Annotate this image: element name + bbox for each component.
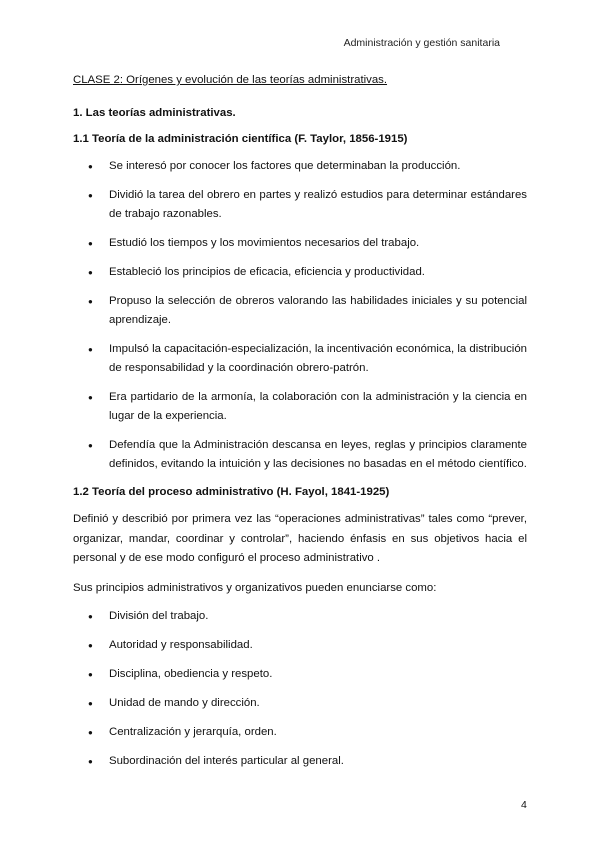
list-item: ● Disciplina, obediencia y respeto. [73,665,527,684]
list-item: ● Estableció los principios de eficacia, eficiencia y productividad. [73,263,527,282]
page-content [73,72,527,781]
page-number: 4 [521,799,527,811]
section-1-heading: 1. Las teorías administrativas. [73,107,236,119]
running-header: Administración y gestión sanitaria [343,37,500,49]
list-item: ● Se interesó por conocer los factores que determinaban la producción. [73,157,527,176]
list-item: ● Autoridad y responsabilidad. [73,636,527,655]
list-item: ● División del trabajo. [73,607,527,626]
section-1-2-heading: 1.2 Teoría del proceso administrativo (H. Fayol, 1841-1925) [73,486,390,498]
list-item: ● Estudió los tiempos y los movimientos necesarios del trabajo. [73,234,527,253]
taylor-bullet-list [73,157,527,474]
list-item: ● Impulsó la capacitación-especialización, la incentivación económica, la distribución de responsabilidad y la coordinación obrero-patrón. [73,340,527,378]
list-item: ● Defendía que la Administración descansa en leyes, reglas y principios claramente definidos, evitando la intuición y las decisiones no basadas en el método científico. [73,436,527,474]
list-item: ● Centralización y jerarquía, orden. [73,723,527,742]
list-item: ● Era partidario de la armonía, la colaboración con la administración y la ciencia en lugar de la experiencia. [73,388,527,426]
fayol-principles-list [73,607,527,771]
list-item: ● Unidad de mando y dirección. [73,694,527,713]
class-title: CLASE 2: Orígenes y evolución de las teorías administrativas. [73,74,388,86]
list-item: ● Subordinación del interés particular al general. [73,752,527,771]
list-item: ● Dividió la tarea del obrero en partes y realizó estudios para determinar estándares de trabajo razonables. [73,186,527,224]
section-1-1-heading: 1.1 Teoría de la administración científica (F. Taylor, 1856-1915) [73,133,408,145]
principles-intro: Sus principios administrativos y organizativos pueden enunciarse como: [73,581,437,594]
fayol-paragraph: Definió y describió por primera vez las “operaciones administrativas” tales como “prever, organizar, mandar, coordinar y controlar”, haciendo énfasis en sus objetivos hacia el personal y de ese modo configuró el proceso administrativo . [73,513,527,564]
list-item: ● Propuso la selección de obreros valorando las habilidades iniciales y su potencial aprendizaje. [73,292,527,330]
